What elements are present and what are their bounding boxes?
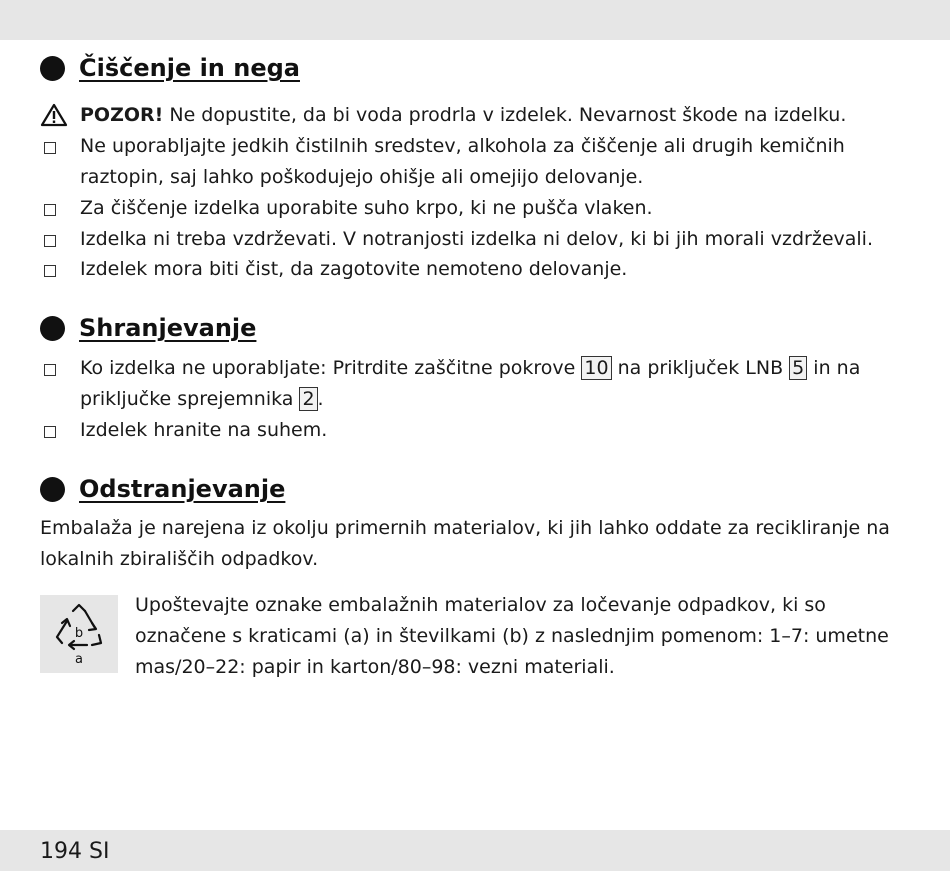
checkbox-bullet-icon <box>44 142 56 154</box>
list-item-text: Ne uporabljajte jedkih čistilnih sredstev, alkohola za čiščenje ali drugih kemičnih raztopin, saj lahko poškodujejo ohišje ali omejijo delovanje. <box>80 135 845 188</box>
heading-bullet-icon <box>40 477 65 502</box>
list-item <box>40 415 900 446</box>
list-item-text: Izdelek hranite na suhem. <box>80 419 328 441</box>
section-heading-cleaning <box>40 52 300 84</box>
checkbox-bullet-icon <box>44 235 56 247</box>
list-item-text <box>80 353 900 415</box>
heading-title: Shranjevanje <box>79 314 257 342</box>
heading-title: Odstranjevanje <box>79 475 286 503</box>
list-item-text: Za čiščenje izdelka uporabite suho krpo, ki ne pušča vlaken. <box>80 197 653 219</box>
heading-bullet-icon <box>40 56 65 81</box>
header-band <box>0 0 950 40</box>
section-heading-disposal <box>40 473 285 505</box>
list-item <box>40 254 900 285</box>
checkbox-bullet-icon <box>44 364 56 376</box>
checkbox-bullet-icon <box>44 204 56 216</box>
reference-number: 2 <box>299 387 317 411</box>
disposal-paragraph: Embalaža je narejena iz okolju primernih materialov, ki jih lahko oddate za recikliranje na lokalnih zbirališčih odpadkov. <box>40 517 890 570</box>
recycle-paragraph: Upoštevajte oznake embalažnih materialov za ločevanje odpadkov, ki so označene s kraticami (a) in številkami (b) z naslednjim pomenom: 1–7: umetne mas/20–22: papir in karton/80–98: vezni materiali. <box>135 594 889 678</box>
text-span: na priključek LNB <box>611 357 790 379</box>
recycle-label-a: a <box>75 652 83 667</box>
list-item <box>40 353 900 415</box>
list-item <box>40 224 900 255</box>
warning-text: Ne dopustite, da bi voda prodrla v izdelek. Nevarnost škode na izdelku. <box>163 104 847 126</box>
checkbox-bullet-icon <box>44 426 56 438</box>
section-heading-storage <box>40 312 256 344</box>
reference-number: 10 <box>581 356 611 380</box>
warning-label: POZOR! <box>80 104 164 126</box>
list-item <box>40 193 900 224</box>
recycle-label-b: b <box>74 626 84 641</box>
recycle-icon <box>40 595 118 673</box>
reference-number: 5 <box>789 356 807 380</box>
page-number: 194 SI <box>40 839 110 864</box>
warning-line <box>40 100 900 131</box>
list-item-text: Izdelek mora biti čist, da zagotovite nemoteno delovanje. <box>80 258 628 280</box>
warning-triangle-icon <box>40 103 68 127</box>
footer-band <box>0 830 950 871</box>
heading-bullet-icon <box>40 316 65 341</box>
text-span: in na priključke sprejemnika <box>80 357 861 410</box>
heading-title: Čiščenje in nega <box>79 54 300 82</box>
list-item-text: Izdelka ni treba vzdrževati. V notranjosti izdelka ni delov, ki bi jih morali vzdrževali. <box>80 228 873 250</box>
recycle-triangle-icon <box>40 595 118 673</box>
text-span: . <box>317 388 324 410</box>
text-span: Ko izdelka ne uporabljate: Pritrdite zaščitne pokrove <box>80 357 582 379</box>
list-item <box>40 131 900 193</box>
checkbox-bullet-icon <box>44 265 56 277</box>
